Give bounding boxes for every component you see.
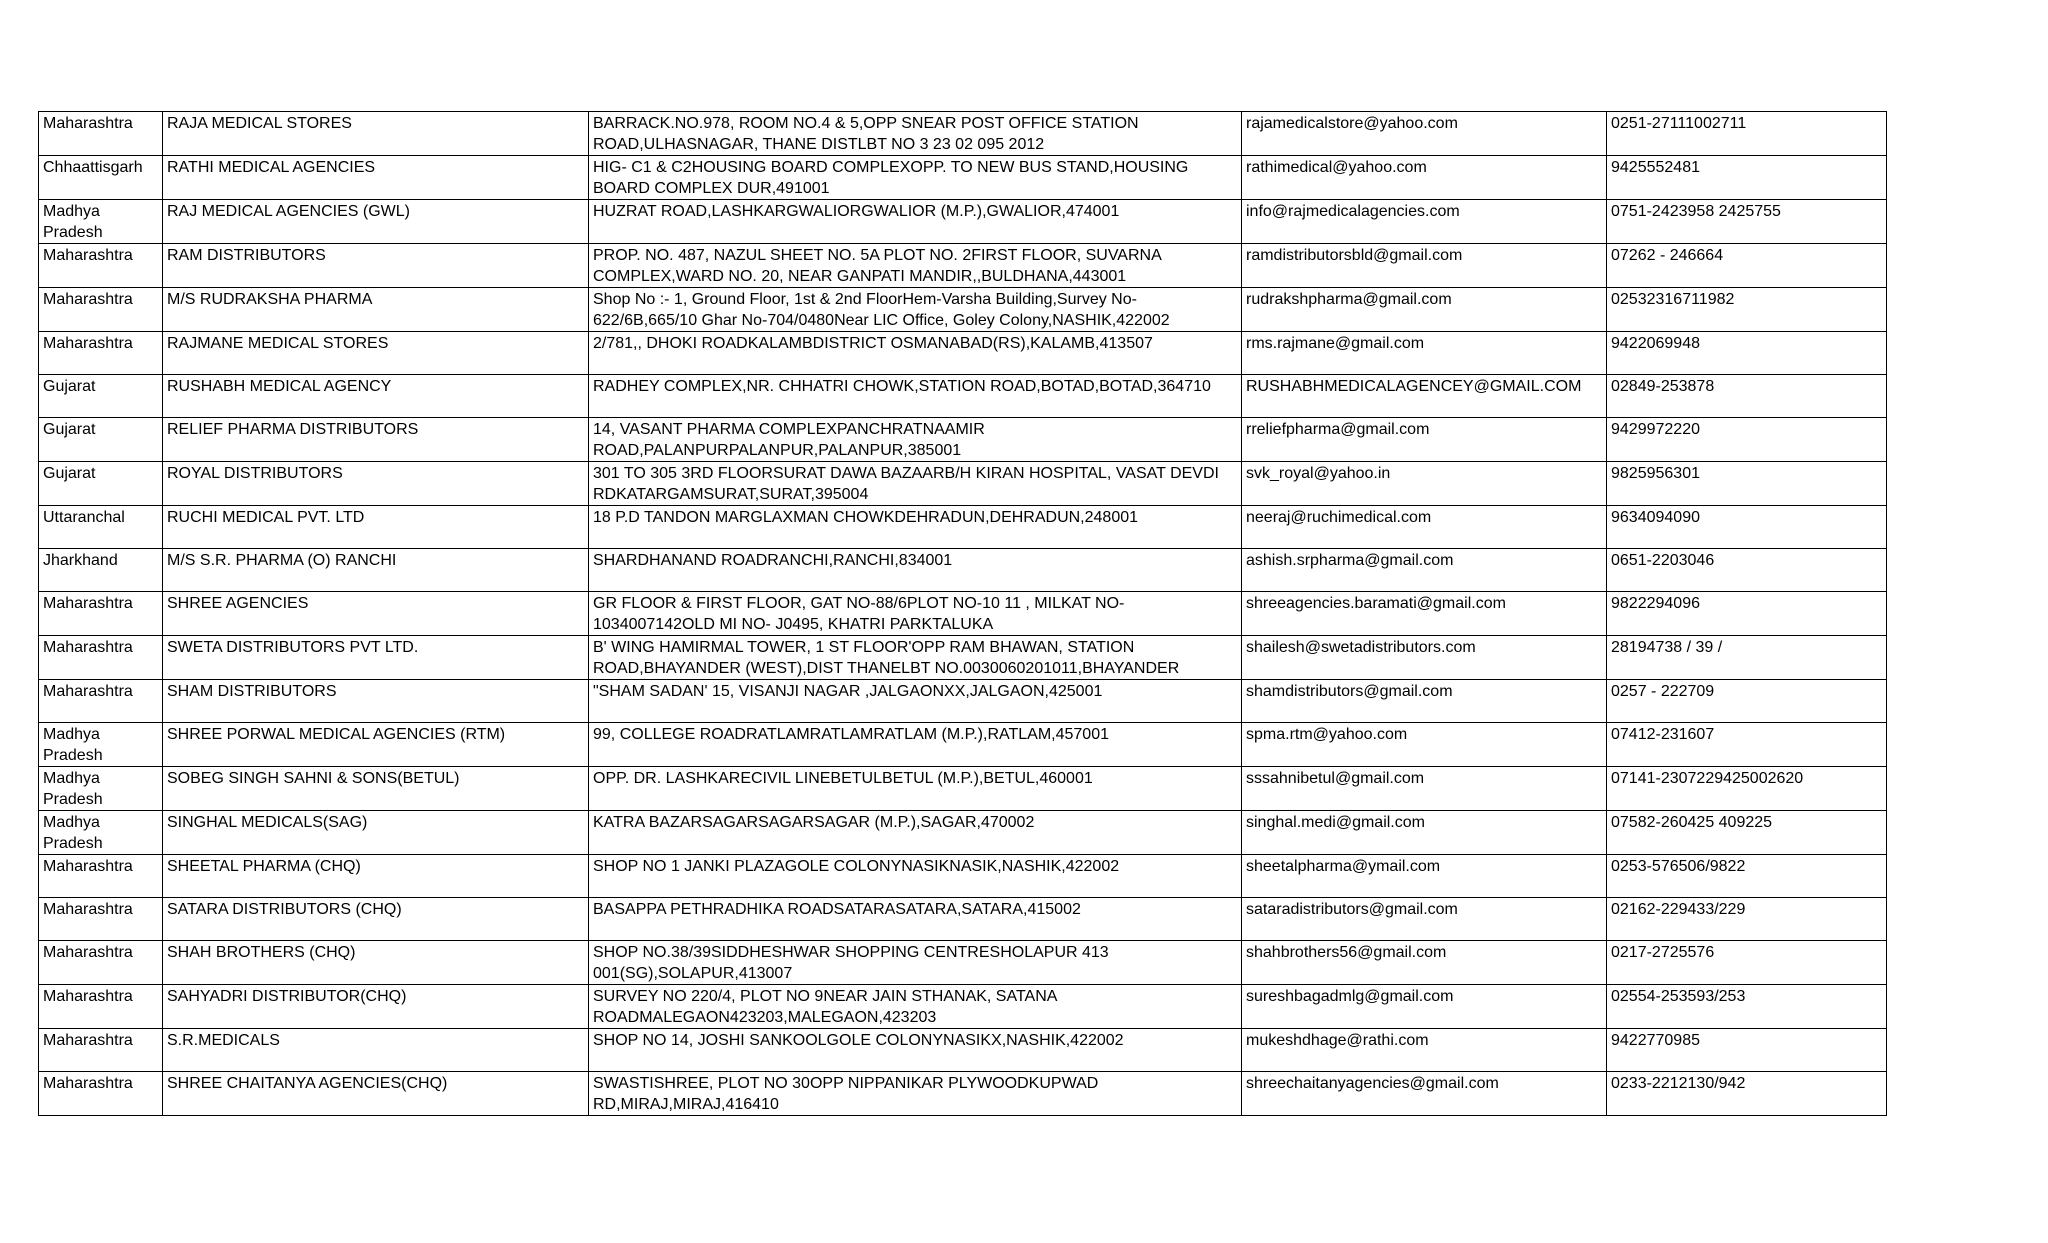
email-cell: shahbrothers56@gmail.com bbox=[1242, 941, 1607, 985]
address-cell: 2/781,, DHOKI ROADKALAMBDISTRICT OSMANABAD(RS),KALAMB,413507 bbox=[589, 332, 1242, 375]
address-cell: 18 P.D TANDON MARGLAXMAN CHOWKDEHRADUN,DEHRADUN,248001 bbox=[589, 506, 1242, 549]
phone-cell: 0257 - 222709 bbox=[1607, 680, 1887, 723]
distributor-name-cell: SWETA DISTRIBUTORS PVT LTD. bbox=[163, 636, 589, 680]
distributor-name-cell: RAJA MEDICAL STORES bbox=[163, 112, 589, 156]
address-cell: SHOP NO 14, JOSHI SANKOOLGOLE COLONYNASIKX,NASHIK,422002 bbox=[589, 1029, 1242, 1072]
phone-cell: 07412-231607 bbox=[1607, 723, 1887, 767]
state-cell: Gujarat bbox=[39, 375, 163, 418]
phone-cell: 28194738 / 39 / bbox=[1607, 636, 1887, 680]
email-cell: shailesh@swetadistributors.com bbox=[1242, 636, 1607, 680]
table-row bbox=[39, 244, 1887, 288]
table-row bbox=[39, 200, 1887, 244]
phone-cell: 9825956301 bbox=[1607, 462, 1887, 506]
address-cell: 99, COLLEGE ROADRATLAMRATLAMRATLAM (M.P.),RATLAM,457001 bbox=[589, 723, 1242, 767]
state-cell: Maharashtra bbox=[39, 680, 163, 723]
address-cell: HIG- C1 & C2HOUSING BOARD COMPLEXOPP. TO NEW BUS STAND,HOUSING BOARD COMPLEX DUR,491001 bbox=[589, 156, 1242, 200]
distributor-name-cell: RAJMANE MEDICAL STORES bbox=[163, 332, 589, 375]
phone-cell: 02849-253878 bbox=[1607, 375, 1887, 418]
phone-cell: 02162-229433/229 bbox=[1607, 898, 1887, 941]
address-cell: BASAPPA PETHRADHIKA ROADSATARASATARA,SATARA,415002 bbox=[589, 898, 1242, 941]
distributor-name-cell: SHAM DISTRIBUTORS bbox=[163, 680, 589, 723]
email-cell: ashish.srpharma@gmail.com bbox=[1242, 549, 1607, 592]
state-cell: Madhya Pradesh bbox=[39, 767, 163, 811]
table-row bbox=[39, 680, 1887, 723]
address-cell: GR FLOOR & FIRST FLOOR, GAT NO-88/6PLOT NO-10 11 , MILKAT NO-1034007142OLD MI NO- J0495, KHATRI PARKTALUKA bbox=[589, 592, 1242, 636]
email-cell: singhal.medi@gmail.com bbox=[1242, 811, 1607, 855]
state-cell: Maharashtra bbox=[39, 1072, 163, 1116]
phone-cell: 07582-260425 409225 bbox=[1607, 811, 1887, 855]
address-cell: "SHAM SADAN' 15, VISANJI NAGAR ,JALGAONXX,JALGAON,425001 bbox=[589, 680, 1242, 723]
email-cell: sataradistributors@gmail.com bbox=[1242, 898, 1607, 941]
email-cell: rajamedicalstore@yahoo.com bbox=[1242, 112, 1607, 156]
address-cell: SHOP NO 1 JANKI PLAZAGOLE COLONYNASIKNASIK,NASHIK,422002 bbox=[589, 855, 1242, 898]
email-cell: sureshbagadmlg@gmail.com bbox=[1242, 985, 1607, 1029]
distributor-name-cell: M/S RUDRAKSHA PHARMA bbox=[163, 288, 589, 332]
distributor-name-cell: SINGHAL MEDICALS(SAG) bbox=[163, 811, 589, 855]
address-cell: SURVEY NO 220/4, PLOT NO 9NEAR JAIN STHANAK, SATANA ROADMALEGAON423203,MALEGAON,423203 bbox=[589, 985, 1242, 1029]
table-row bbox=[39, 811, 1887, 855]
state-cell: Madhya Pradesh bbox=[39, 811, 163, 855]
distributor-name-cell: RATHI MEDICAL AGENCIES bbox=[163, 156, 589, 200]
email-cell: rathimedical@yahoo.com bbox=[1242, 156, 1607, 200]
table-row bbox=[39, 1029, 1887, 1072]
state-cell: Uttaranchal bbox=[39, 506, 163, 549]
table-row bbox=[39, 332, 1887, 375]
table-row bbox=[39, 156, 1887, 200]
table-row bbox=[39, 462, 1887, 506]
email-cell: info@rajmedicalagencies.com bbox=[1242, 200, 1607, 244]
state-cell: Jharkhand bbox=[39, 549, 163, 592]
address-cell: RADHEY COMPLEX,NR. CHHATRI CHOWK,STATION ROAD,BOTAD,BOTAD,364710 bbox=[589, 375, 1242, 418]
table-row bbox=[39, 1072, 1887, 1116]
table-row bbox=[39, 592, 1887, 636]
table-row bbox=[39, 985, 1887, 1029]
phone-cell: 02554-253593/253 bbox=[1607, 985, 1887, 1029]
distributor-table bbox=[38, 111, 1887, 1116]
distributor-name-cell: SHREE PORWAL MEDICAL AGENCIES (RTM) bbox=[163, 723, 589, 767]
address-cell: SHOP NO.38/39SIDDHESHWAR SHOPPING CENTRESHOLAPUR 413 001(SG),SOLAPUR,413007 bbox=[589, 941, 1242, 985]
email-cell: ramdistributorsbld@gmail.com bbox=[1242, 244, 1607, 288]
distributor-name-cell: SOBEG SINGH SAHNI & SONS(BETUL) bbox=[163, 767, 589, 811]
distributor-name-cell: ROYAL DISTRIBUTORS bbox=[163, 462, 589, 506]
address-cell: BARRACK.NO.978, ROOM NO.4 & 5,OPP SNEAR POST OFFICE STATION ROAD,ULHASNAGAR, THANE DISTLBT NO 3 23 02 095 2012 bbox=[589, 112, 1242, 156]
distributor-name-cell: SAHYADRI DISTRIBUTOR(CHQ) bbox=[163, 985, 589, 1029]
address-cell: SWASTISHREE, PLOT NO 30OPP NIPPANIKAR PLYWOODKUPWAD RD,MIRAJ,MIRAJ,416410 bbox=[589, 1072, 1242, 1116]
address-cell: HUZRAT ROAD,LASHKARGWALIORGWALIOR (M.P.),GWALIOR,474001 bbox=[589, 200, 1242, 244]
state-cell: Maharashtra bbox=[39, 244, 163, 288]
table-row bbox=[39, 767, 1887, 811]
distributor-name-cell: RAJ MEDICAL AGENCIES (GWL) bbox=[163, 200, 589, 244]
distributor-name-cell: SHAH BROTHERS (CHQ) bbox=[163, 941, 589, 985]
email-cell: svk_royal@yahoo.in bbox=[1242, 462, 1607, 506]
address-cell: B' WING HAMIRMAL TOWER, 1 ST FLOOR'OPP RAM BHAWAN, STATION ROAD,BHAYANDER (WEST),DIST THANELBT NO.0030060201011,BHAYANDER bbox=[589, 636, 1242, 680]
phone-cell: 9425552481 bbox=[1607, 156, 1887, 200]
phone-cell: 9429972220 bbox=[1607, 418, 1887, 462]
table-row bbox=[39, 898, 1887, 941]
phone-cell: 0217-2725576 bbox=[1607, 941, 1887, 985]
table-row bbox=[39, 636, 1887, 680]
distributor-name-cell: SHEETAL PHARMA (CHQ) bbox=[163, 855, 589, 898]
table-row bbox=[39, 941, 1887, 985]
table-row bbox=[39, 723, 1887, 767]
state-cell: Maharashtra bbox=[39, 112, 163, 156]
phone-cell: 0751-2423958 2425755 bbox=[1607, 200, 1887, 244]
address-cell: 14, VASANT PHARMA COMPLEXPANCHRATNAAMIR ROAD,PALANPURPALANPUR,PALANPUR,385001 bbox=[589, 418, 1242, 462]
phone-cell: 0251-27111002711 bbox=[1607, 112, 1887, 156]
address-cell: OPP. DR. LASHKARECIVIL LINEBETULBETUL (M.P.),BETUL,460001 bbox=[589, 767, 1242, 811]
distributor-name-cell: M/S S.R. PHARMA (O) RANCHI bbox=[163, 549, 589, 592]
state-cell: Maharashtra bbox=[39, 985, 163, 1029]
email-cell: shreeagencies.baramati@gmail.com bbox=[1242, 592, 1607, 636]
email-cell: mukeshdhage@rathi.com bbox=[1242, 1029, 1607, 1072]
state-cell: Maharashtra bbox=[39, 855, 163, 898]
phone-cell: 0651-2203046 bbox=[1607, 549, 1887, 592]
email-cell: shamdistributors@gmail.com bbox=[1242, 680, 1607, 723]
phone-cell: 07141-2307229425002620 bbox=[1607, 767, 1887, 811]
phone-cell: 07262 - 246664 bbox=[1607, 244, 1887, 288]
state-cell: Maharashtra bbox=[39, 592, 163, 636]
phone-cell: 9822294096 bbox=[1607, 592, 1887, 636]
email-cell: spma.rtm@yahoo.com bbox=[1242, 723, 1607, 767]
distributor-name-cell: SHREE AGENCIES bbox=[163, 592, 589, 636]
email-cell: rreliefpharma@gmail.com bbox=[1242, 418, 1607, 462]
distributor-name-cell: SATARA DISTRIBUTORS (CHQ) bbox=[163, 898, 589, 941]
distributor-name-cell: RELIEF PHARMA DISTRIBUTORS bbox=[163, 418, 589, 462]
phone-cell: 9634094090 bbox=[1607, 506, 1887, 549]
state-cell: Maharashtra bbox=[39, 898, 163, 941]
phone-cell: 0253-576506/9822 bbox=[1607, 855, 1887, 898]
distributor-name-cell: RUSHABH MEDICAL AGENCY bbox=[163, 375, 589, 418]
address-cell: PROP. NO. 487, NAZUL SHEET NO. 5A PLOT NO. 2FIRST FLOOR, SUVARNA COMPLEX,WARD NO. 20, NEAR GANPATI MANDIR,,BULDHANA,443001 bbox=[589, 244, 1242, 288]
phone-cell: 9422770985 bbox=[1607, 1029, 1887, 1072]
address-cell: SHARDHANAND ROADRANCHI,RANCHI,834001 bbox=[589, 549, 1242, 592]
table-row bbox=[39, 506, 1887, 549]
email-cell: RUSHABHMEDICALAGENCEY@GMAIL.COM bbox=[1242, 375, 1607, 418]
address-cell: Shop No :- 1, Ground Floor, 1st & 2nd FloorHem-Varsha Building,Survey No-622/6B,665/10 Ghar No-704/0480Near LIC Office, Goley Colony,NASHIK,422002 bbox=[589, 288, 1242, 332]
state-cell: Chhaattisgarh bbox=[39, 156, 163, 200]
table-row bbox=[39, 375, 1887, 418]
phone-cell: 02532316711982 bbox=[1607, 288, 1887, 332]
state-cell: Maharashtra bbox=[39, 1029, 163, 1072]
address-cell: KATRA BAZARSAGARSAGARSAGAR (M.P.),SAGAR,470002 bbox=[589, 811, 1242, 855]
state-cell: Gujarat bbox=[39, 418, 163, 462]
address-cell: 301 TO 305 3RD FLOORSURAT DAWA BAZAARB/H KIRAN HOSPITAL, VASAT DEVDI RDKATARGAMSURAT,SURAT,395004 bbox=[589, 462, 1242, 506]
state-cell: Maharashtra bbox=[39, 941, 163, 985]
table-row bbox=[39, 549, 1887, 592]
distributor-table-body bbox=[39, 112, 1887, 1116]
email-cell: sssahnibetul@gmail.com bbox=[1242, 767, 1607, 811]
phone-cell: 9422069948 bbox=[1607, 332, 1887, 375]
table-row bbox=[39, 288, 1887, 332]
distributor-name-cell: RUCHI MEDICAL PVT. LTD bbox=[163, 506, 589, 549]
table-row bbox=[39, 855, 1887, 898]
email-cell: sheetalpharma@ymail.com bbox=[1242, 855, 1607, 898]
state-cell: Maharashtra bbox=[39, 636, 163, 680]
state-cell: Gujarat bbox=[39, 462, 163, 506]
email-cell: rudrakshpharma@gmail.com bbox=[1242, 288, 1607, 332]
table-row bbox=[39, 112, 1887, 156]
state-cell: Madhya Pradesh bbox=[39, 200, 163, 244]
email-cell: rms.rajmane@gmail.com bbox=[1242, 332, 1607, 375]
distributor-name-cell: S.R.MEDICALS bbox=[163, 1029, 589, 1072]
state-cell: Maharashtra bbox=[39, 332, 163, 375]
table-row bbox=[39, 418, 1887, 462]
distributor-name-cell: SHREE CHAITANYA AGENCIES(CHQ) bbox=[163, 1072, 589, 1116]
phone-cell: 0233-2212130/942 bbox=[1607, 1072, 1887, 1116]
distributor-name-cell: RAM DISTRIBUTORS bbox=[163, 244, 589, 288]
state-cell: Madhya Pradesh bbox=[39, 723, 163, 767]
email-cell: neeraj@ruchimedical.com bbox=[1242, 506, 1607, 549]
email-cell: shreechaitanyagencies@gmail.com bbox=[1242, 1072, 1607, 1116]
state-cell: Maharashtra bbox=[39, 288, 163, 332]
